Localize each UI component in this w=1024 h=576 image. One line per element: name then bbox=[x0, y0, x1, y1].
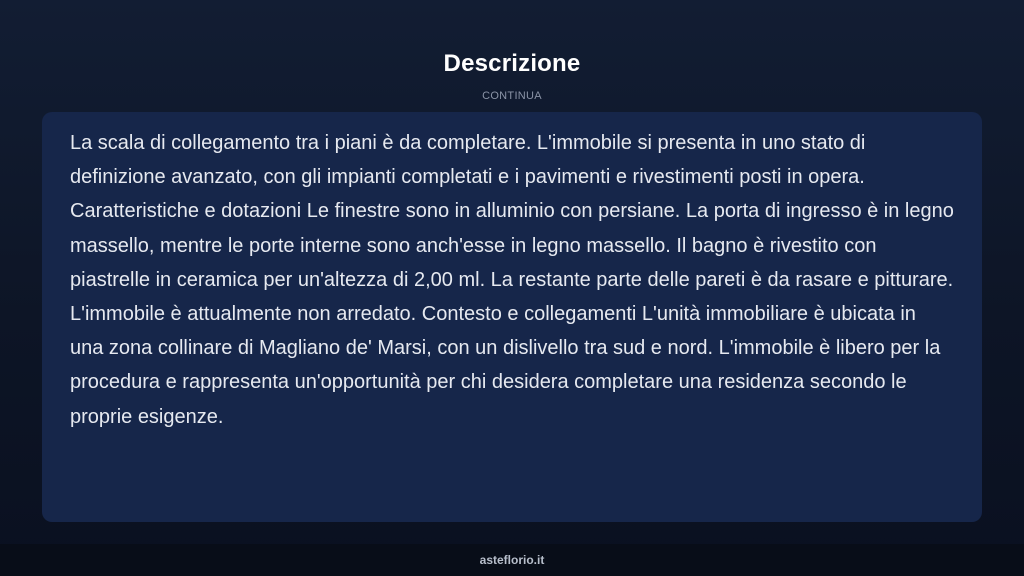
description-text: La scala di collegamento tra i piani è da completare. L'immobile si presenta in uno stato di definizione avanzato, con gli impianti completati e i pavimenti e rivestimenti posti in opera. Caratteristiche e dotazioni Le finestre sono in alluminio con persiane. La porta di ingresso è in legno massello, mentre le porte interne sono anch'esse in legno massello. Il bagno è rivestito con piastrelle in ceramica per un'altezza di 2,00 ml. La restante parte delle pareti è da rasare e pitturare. L'immobile è attualmente non arredato. Contesto e collegamenti L'unità immobiliare è ubicata in una zona collinare di Magliano de' Marsi, con un dislivello tra sud e nord. L'immobile è libero per la procedura e rappresenta un'opportunità per chi desidera completare una residenza secondo le proprie esigenze. bbox=[70, 132, 954, 428]
continue-label: CONTINUA bbox=[482, 90, 542, 102]
description-card bbox=[42, 112, 982, 522]
footer-bar bbox=[0, 544, 1024, 576]
footer-site-name: asteflorio.it bbox=[479, 553, 545, 567]
page-title: Descrizione bbox=[443, 50, 581, 77]
